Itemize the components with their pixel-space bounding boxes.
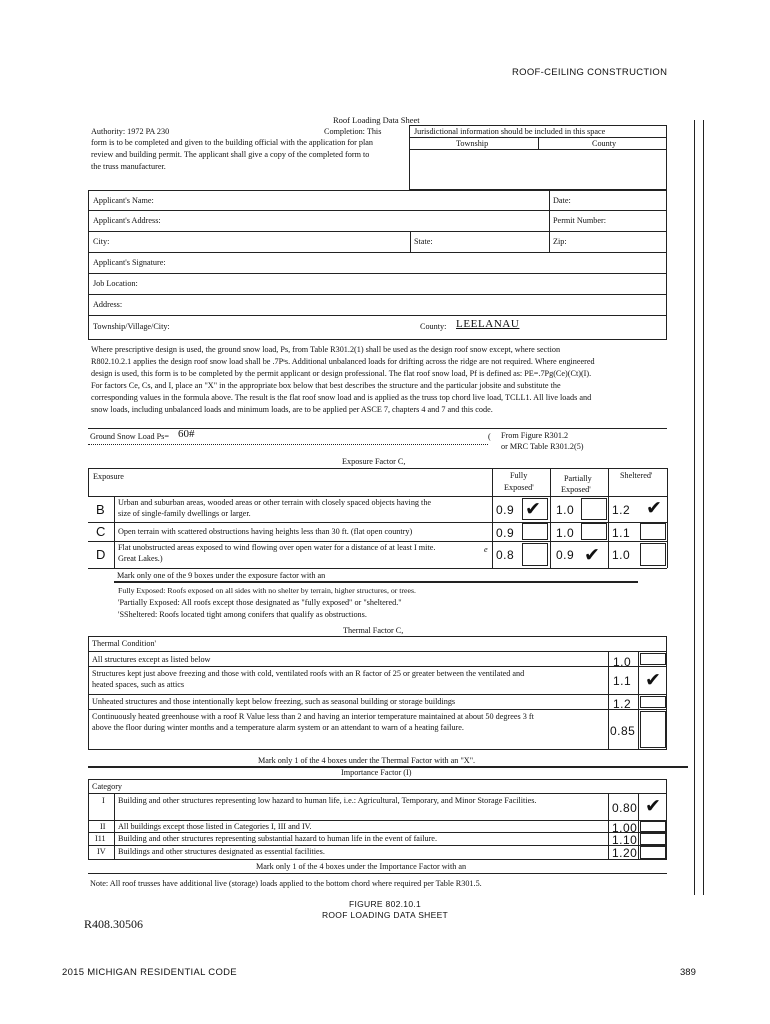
checkbox-thermal-3[interactable] (640, 696, 666, 708)
instruction-line: Where prescriptive design is used, the ground snow load, Ps, from Table R301.2(1) shall be used as the design roof snow except, where section (91, 345, 561, 354)
importance-value: 1.00 (612, 821, 638, 835)
authority: Authority: 1972 PA 230 (91, 127, 170, 136)
exposure-desc: size of single-family dwellings or larger. (118, 509, 251, 518)
checkmark-icon: ✔ (645, 669, 661, 691)
thermal-value: 0.85 (610, 724, 636, 738)
instruction-line: design is used, this form is to be completed by the permit applicant or design professional. The flat roof snow load, Pf is defined as: PE=.7Pg(Ce)(Ct)(I). (91, 369, 592, 378)
job-location-field[interactable]: Job Location: (93, 279, 138, 288)
job-address-field[interactable]: Address: (93, 300, 123, 309)
thermal-note: Mark only 1 of the 4 boxes under the Thermal Factor with an "X". (258, 756, 476, 765)
thermal-desc: Structures kept just above freezing and those with cold, ventilated roofs with an R factor of 25 or greater between the ventilated and (92, 669, 525, 678)
exposure-value: 1.0 (612, 548, 631, 562)
rule-stamp: R408.30506 (84, 917, 144, 931)
figure-caption: ROOF LOADING DATA SHEET (321, 910, 449, 920)
col-partial-1: Partially (564, 474, 592, 483)
page-number: 389 (680, 967, 696, 978)
col-partial-2: Exposed' (561, 485, 591, 494)
state-field[interactable]: State: (414, 237, 433, 246)
exposure-value: 1.2 (612, 503, 631, 517)
exposure-letter: B (96, 502, 105, 517)
county-value[interactable]: LEELANAU (456, 318, 520, 330)
instruction-line: corresponding values in the formula above. The result is the flat roof snow load and is applied as the truss top chord live load, TCLL1. All live loads and (91, 393, 592, 402)
exposure-letter: C (96, 524, 106, 539)
date-field[interactable]: Date: (553, 196, 571, 205)
exposure-desc: Flat unobstructed areas exposed to wind flowing over open water for a distance of at least I mite. (118, 543, 436, 552)
exposure-letter: D (96, 547, 106, 562)
note: Note: All roof trusses have additional live (storage) loads applied to the bottom chord where required per Table R301.5. (90, 879, 482, 888)
zip-field[interactable]: Zip: (553, 237, 567, 246)
importance-value: 1.10 (612, 833, 638, 847)
ground-snow-label: Ground Snow Load Ps= (90, 432, 169, 441)
instruction-line: For factors Ce, Cs, and I, place an "X" in the appropriate box below that best describes the structure and the particular jobsite and substitute the (91, 381, 561, 390)
ground-snow-source-1: From Figure R301.2 (501, 431, 569, 440)
township-village-city-field[interactable]: Township/Village/City: (93, 322, 170, 331)
checkmark-icon: ✔ (645, 795, 661, 817)
applicant-info-box (88, 190, 667, 340)
signature-field[interactable]: Applicant's Signature: (93, 258, 166, 267)
exposure-value: 0.8 (496, 548, 515, 562)
exposure-value: 0.9 (496, 503, 515, 517)
ground-snow-paren: ( (488, 432, 491, 441)
col-sheltered: Sheltered' (620, 471, 653, 480)
checkbox-d-sheltered[interactable] (640, 543, 666, 566)
exposure-title: Exposure Factor C, (342, 457, 406, 466)
figure-number: FIGURE 802.10.1 (348, 899, 422, 909)
exposure-footnote: Fully Exposed: Roofs exposed on all sides with no shelter by terrain, higher structures, or trees. (118, 586, 416, 595)
township-label: Township (456, 139, 489, 148)
intro-line: form is to be completed and given to the building official with the application for plan (91, 138, 374, 147)
checkmark-icon: ✔ (584, 544, 600, 566)
checkbox-b-partial[interactable] (581, 498, 607, 520)
thermal-desc: All structures except as listed below (92, 655, 211, 664)
exposure-footnote: 'SSheltered: Roofs located tight among conifers that qualify as obstructions. (118, 610, 367, 619)
checkmark-icon: ✔ (646, 497, 662, 519)
checkbox-importance-2[interactable] (640, 821, 666, 832)
exposure-desc-e: e (484, 545, 488, 554)
permit-number-field[interactable]: Permit Number: (553, 216, 606, 225)
city-field[interactable]: City: (93, 237, 110, 246)
col-fully-1: Fully (510, 471, 528, 480)
exposure-note: Mark only one of the 9 boxes under the exposure factor with an (117, 571, 326, 580)
exposure-desc: Urban and suburban areas, wooded areas or other terrain with closely spaced objects having the (118, 498, 432, 507)
exposure-value: 0.9 (556, 548, 575, 562)
thermal-title: Thermal Factor C, (343, 626, 404, 635)
importance-header: Category (92, 782, 123, 791)
thermal-value: 1.1 (613, 674, 632, 688)
county-label: County (592, 139, 617, 148)
jurisdiction-note: Jurisdictional information should be included in this space (414, 127, 606, 136)
importance-desc: Building and other structures representing low hazard to human life, i.e.: Agricultural, Temporary, and Minor Storage Facilities. (118, 796, 537, 805)
margin-rule (694, 120, 695, 895)
col-fully-2: Exposed' (504, 483, 534, 492)
thermal-desc: Continuously heated greenhouse with a roof R Value less than 2 and having an interior temperature maintained at about 50 degrees 3 ft (92, 712, 534, 721)
footer-code: 2015 MICHIGAN RESIDENTIAL CODE (62, 967, 237, 978)
exposure-value: 1.1 (612, 526, 631, 540)
importance-category: I (102, 796, 105, 805)
importance-category: II (100, 822, 106, 831)
thermal-desc: Unheated structures and those intentionally kept below freezing, such as seasonal building or storage buildings (92, 697, 456, 706)
checkbox-c-partial[interactable] (581, 523, 607, 540)
thermal-desc: above the floor during winter months and a temperature alarm system or an attendant to warn of a heating failure. (92, 723, 464, 732)
checkmark-icon: ✔ (525, 498, 541, 520)
importance-desc: Buildings and other structures designated as essential facilities. (118, 847, 325, 856)
exposure-header: Exposure (93, 472, 124, 481)
checkbox-d-fully[interactable] (522, 543, 548, 566)
exposure-value: 1.0 (556, 526, 575, 540)
county-field-label: County: (420, 322, 447, 331)
completion-label: Completion: This (324, 127, 382, 136)
exposure-desc: Open terrain with scattered obstructions having heights less than 30 ft. (flat open country) (118, 527, 413, 536)
importance-category: IV (97, 847, 106, 856)
checkbox-c-sheltered[interactable] (640, 523, 666, 540)
importance-desc: Building and other structures representing substantial hazard to human life in the event of failure. (118, 834, 437, 843)
ground-snow-source-2: or MRC Table R301.2(5) (501, 442, 584, 451)
checkbox-thermal-1[interactable] (640, 653, 666, 665)
instruction-line: snow loads, including unbalanced loads and minimum loads, are to be applied per ASCE 7, chapters 4 and 7 and this code. (91, 405, 493, 414)
importance-title: Importance Factor (I) (341, 768, 412, 777)
checkbox-thermal-4[interactable] (640, 711, 666, 748)
exposure-footnote: 'Partially Exposed: All roofs except those designated as "fully exposed" or "sheltered." (118, 598, 402, 607)
checkbox-c-fully[interactable] (522, 523, 548, 540)
intro-line: the truss manufacturer. (91, 162, 166, 171)
importance-value: 1.20 (612, 846, 638, 860)
importance-desc: All buildings except those listed in Categories I, III and IV. (118, 822, 312, 831)
ground-snow-value[interactable]: 60# (178, 428, 195, 440)
form-title: Roof Loading Data Sheet (333, 115, 420, 125)
thermal-value: 1.2 (613, 697, 632, 711)
checkbox-importance-3[interactable] (640, 833, 666, 845)
intro-line: review and building permit. The applicant shall give a copy of the completed form to (91, 150, 370, 159)
importance-value: 0.80 (612, 801, 638, 815)
exposure-value: 1.0 (556, 503, 575, 517)
thermal-header: Thermal Condition' (92, 639, 157, 648)
exposure-value: 0.9 (496, 526, 515, 540)
importance-category: I11 (95, 834, 106, 843)
section-header: ROOF-CEILING CONSTRUCTION (512, 67, 668, 78)
thermal-desc: heated spaces, such as attics (92, 680, 185, 689)
margin-rule (703, 120, 704, 895)
applicant-name-field[interactable]: Applicant's Name: (93, 196, 154, 205)
thermal-value: 1.0 (613, 655, 632, 669)
applicant-address-field[interactable]: Applicant's Address: (93, 216, 161, 225)
importance-note: Mark only 1 of the 4 boxes under the Importance Factor with an (256, 862, 467, 871)
exposure-desc: Great Lakes.) (118, 554, 163, 563)
instruction-line: R802.10.2.1 applies the design roof snow load shall be .7Pˢs. Additional unbalanced loads for drifting across the ridge are not required. Where engineered (91, 357, 595, 366)
checkbox-importance-4[interactable] (640, 846, 666, 859)
